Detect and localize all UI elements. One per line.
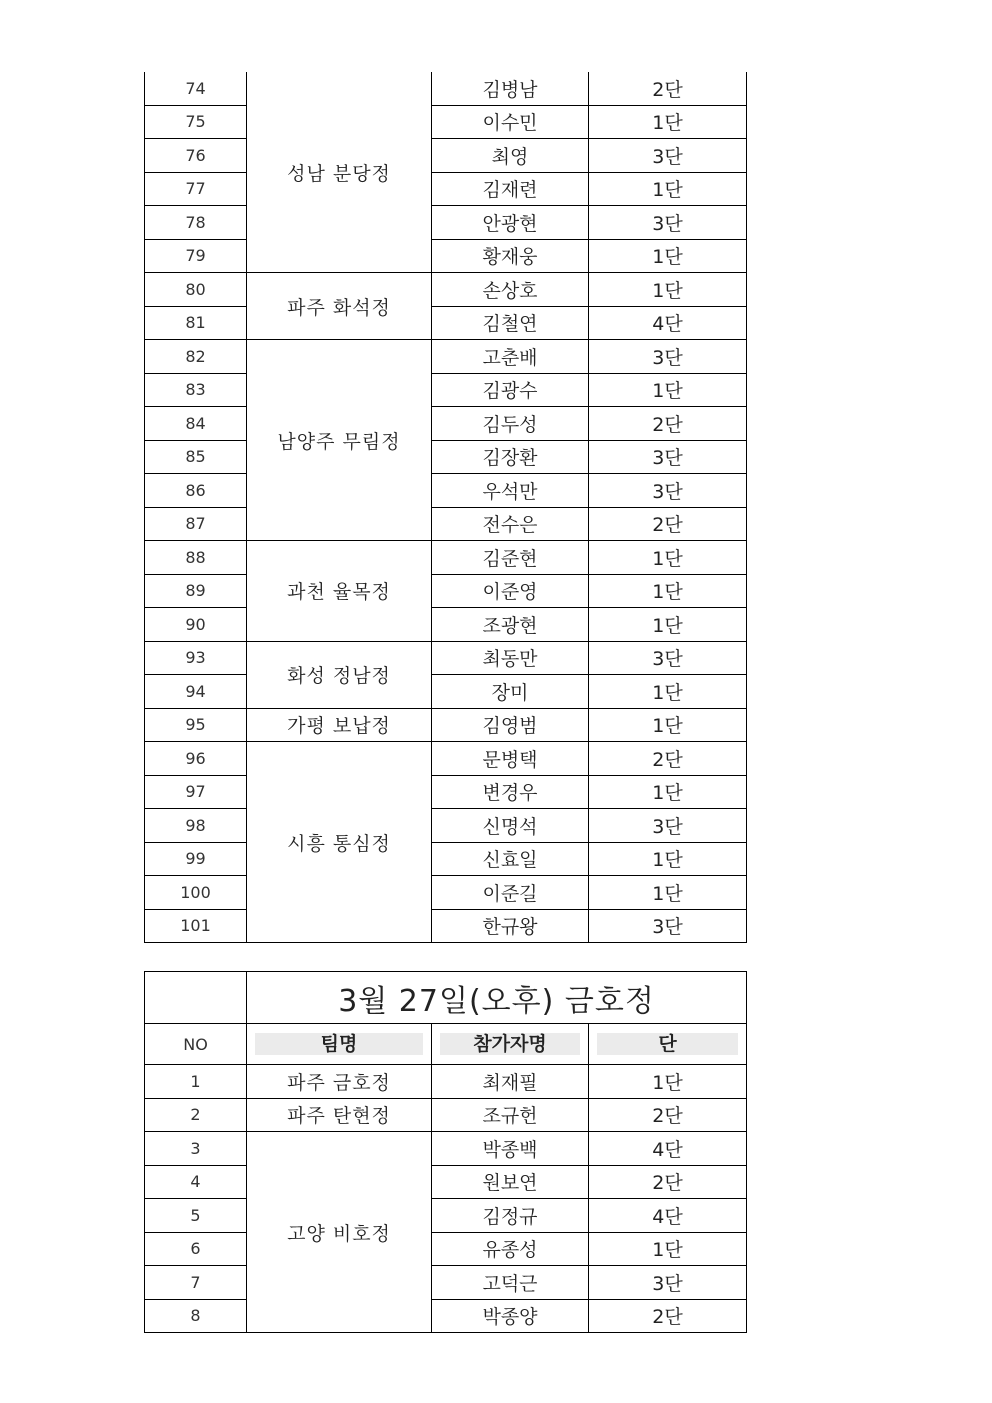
table-row	[145, 1165, 747, 1199]
participant-name: 신효일	[432, 842, 589, 876]
participant-name: 이준영	[432, 574, 589, 608]
participant-name: 최영	[432, 139, 589, 173]
table-row	[145, 708, 747, 742]
table-row	[145, 373, 747, 407]
table-row	[145, 105, 747, 139]
team-name: 성남 분당정	[247, 72, 432, 273]
participant-rank: 1단	[589, 574, 747, 608]
participant-name: 김준현	[432, 541, 589, 575]
row-number: 74	[145, 72, 247, 105]
participant-rank: 1단	[589, 775, 747, 809]
participant-name: 장미	[432, 675, 589, 709]
table-row	[145, 641, 747, 675]
team-name: 파주 금호정	[247, 1065, 432, 1099]
row-number: 79	[145, 239, 247, 273]
table-row	[145, 909, 747, 943]
participant-name: 조규헌	[432, 1098, 589, 1132]
table-row	[145, 809, 747, 843]
participant-rank: 1단	[589, 876, 747, 910]
participant-name: 김철연	[432, 306, 589, 340]
participant-rank: 1단	[589, 708, 747, 742]
participant-name: 신명석	[432, 809, 589, 843]
row-number: 76	[145, 139, 247, 173]
participant-rank: 2단	[589, 72, 747, 105]
participant-rank: 1단	[589, 842, 747, 876]
participant-rank: 3단	[589, 641, 747, 675]
table-row	[145, 1299, 747, 1333]
row-number: 2	[145, 1098, 247, 1132]
row-number: 1	[145, 1065, 247, 1099]
participant-name: 안광현	[432, 206, 589, 240]
participant-rank: 4단	[589, 306, 747, 340]
participant-name: 전수은	[432, 507, 589, 541]
row-number: 81	[145, 306, 247, 340]
table-row	[145, 574, 747, 608]
participant-name: 김재련	[432, 172, 589, 206]
table-row	[145, 273, 747, 307]
participant-table-continued	[144, 72, 747, 943]
table-row	[145, 1132, 747, 1166]
row-number: 7	[145, 1266, 247, 1300]
participant-rank: 1단	[589, 541, 747, 575]
participant-rank: 2단	[589, 1098, 747, 1132]
participant-rank: 4단	[589, 1132, 747, 1166]
row-number: 101	[145, 909, 247, 943]
participant-name: 손상호	[432, 273, 589, 307]
participant-rank: 3단	[589, 474, 747, 508]
row-number: 80	[145, 273, 247, 307]
table-row	[145, 876, 747, 910]
participant-rank: 2단	[589, 407, 747, 441]
participant-name: 김영범	[432, 708, 589, 742]
participant-name: 박종양	[432, 1299, 589, 1333]
participant-name: 김광수	[432, 373, 589, 407]
participant-rank: 1단	[589, 105, 747, 139]
table-row	[145, 1065, 747, 1099]
participant-name: 이준길	[432, 876, 589, 910]
title-empty-cell	[145, 972, 247, 1024]
table-row	[145, 72, 747, 105]
row-number: 5	[145, 1199, 247, 1233]
header-name: 참가자명	[440, 1033, 580, 1055]
table-row	[145, 742, 747, 776]
table-row	[145, 340, 747, 374]
row-number: 77	[145, 172, 247, 206]
team-name: 과천 율목정	[247, 541, 432, 642]
participant-rank: 4단	[589, 1199, 747, 1233]
header-row	[145, 1024, 747, 1065]
participant-name: 최재필	[432, 1065, 589, 1099]
participant-name: 원보연	[432, 1165, 589, 1199]
row-number: 100	[145, 876, 247, 910]
participant-rank: 3단	[589, 1266, 747, 1300]
participant-rank: 2단	[589, 1299, 747, 1333]
row-number: 8	[145, 1299, 247, 1333]
participant-name: 우석만	[432, 474, 589, 508]
row-number: 96	[145, 742, 247, 776]
row-number: 82	[145, 340, 247, 374]
row-number: 6	[145, 1232, 247, 1266]
participant-name: 김정규	[432, 1199, 589, 1233]
team-name: 고양 비호정	[247, 1132, 432, 1333]
table-row	[145, 407, 747, 441]
participant-rank: 3단	[589, 340, 747, 374]
header-team: 팀명	[255, 1033, 423, 1055]
team-name: 파주 화석정	[247, 273, 432, 340]
participant-name: 김두성	[432, 407, 589, 441]
participant-rank: 1단	[589, 239, 747, 273]
participant-name: 유종성	[432, 1232, 589, 1266]
participant-name: 조광현	[432, 608, 589, 642]
table-row	[145, 1199, 747, 1233]
participant-name: 고덕근	[432, 1266, 589, 1300]
participant-name: 문병택	[432, 742, 589, 776]
participant-rank: 3단	[589, 139, 747, 173]
row-number: 98	[145, 809, 247, 843]
participant-rank: 1단	[589, 1232, 747, 1266]
row-number: 78	[145, 206, 247, 240]
participant-rank: 1단	[589, 675, 747, 709]
participant-rank: 1단	[589, 172, 747, 206]
table-title: 3월 27일(오후) 금호정	[247, 972, 747, 1024]
header-rank: 단	[597, 1033, 738, 1055]
table-row	[145, 206, 747, 240]
team-name: 시흥 통심정	[247, 742, 432, 943]
participant-name: 김장환	[432, 440, 589, 474]
table-row	[145, 474, 747, 508]
table-row	[145, 239, 747, 273]
table-row	[145, 440, 747, 474]
row-number: 88	[145, 541, 247, 575]
participant-rank: 2단	[589, 742, 747, 776]
team-name: 남양주 무림정	[247, 340, 432, 541]
participant-name: 고춘배	[432, 340, 589, 374]
participant-name: 변경우	[432, 775, 589, 809]
team-name: 화성 정남정	[247, 641, 432, 708]
row-number: 87	[145, 507, 247, 541]
team-name: 파주 탄현정	[247, 1098, 432, 1132]
participant-name: 최동만	[432, 641, 589, 675]
participant-rank: 2단	[589, 507, 747, 541]
participant-table-geumho	[144, 971, 747, 1333]
header-name-cell	[432, 1024, 589, 1065]
participant-rank: 2단	[589, 1165, 747, 1199]
row-number: 93	[145, 641, 247, 675]
participant-rank: 3단	[589, 909, 747, 943]
participant-rank: 1단	[589, 608, 747, 642]
row-number: 3	[145, 1132, 247, 1166]
participant-name: 박종백	[432, 1132, 589, 1166]
table-row	[145, 608, 747, 642]
row-number: 97	[145, 775, 247, 809]
participant-name: 황재웅	[432, 239, 589, 273]
row-number: 83	[145, 373, 247, 407]
table-row	[145, 1098, 747, 1132]
row-number: 90	[145, 608, 247, 642]
table-row	[145, 675, 747, 709]
row-number: 85	[145, 440, 247, 474]
table-row	[145, 1232, 747, 1266]
table-row	[145, 507, 747, 541]
header-rank-cell	[589, 1024, 747, 1065]
header-no: NO	[145, 1024, 247, 1065]
table-row	[145, 842, 747, 876]
participant-rank: 1단	[589, 1065, 747, 1099]
participant-name: 이수민	[432, 105, 589, 139]
participant-rank: 1단	[589, 273, 747, 307]
title-row	[145, 972, 747, 1024]
participant-rank: 3단	[589, 206, 747, 240]
header-team-cell	[247, 1024, 432, 1065]
table-row	[145, 139, 747, 173]
participant-name: 김병남	[432, 72, 589, 105]
participant-rank: 1단	[589, 373, 747, 407]
row-number: 86	[145, 474, 247, 508]
row-number: 75	[145, 105, 247, 139]
table-row	[145, 172, 747, 206]
team-name: 가평 보납정	[247, 708, 432, 742]
row-number: 94	[145, 675, 247, 709]
row-number: 84	[145, 407, 247, 441]
participant-rank: 3단	[589, 809, 747, 843]
participant-name: 한규왕	[432, 909, 589, 943]
row-number: 89	[145, 574, 247, 608]
row-number: 95	[145, 708, 247, 742]
participant-rank: 3단	[589, 440, 747, 474]
row-number: 4	[145, 1165, 247, 1199]
table-row	[145, 775, 747, 809]
table-row	[145, 306, 747, 340]
table-row	[145, 1266, 747, 1300]
row-number: 99	[145, 842, 247, 876]
table-row	[145, 541, 747, 575]
